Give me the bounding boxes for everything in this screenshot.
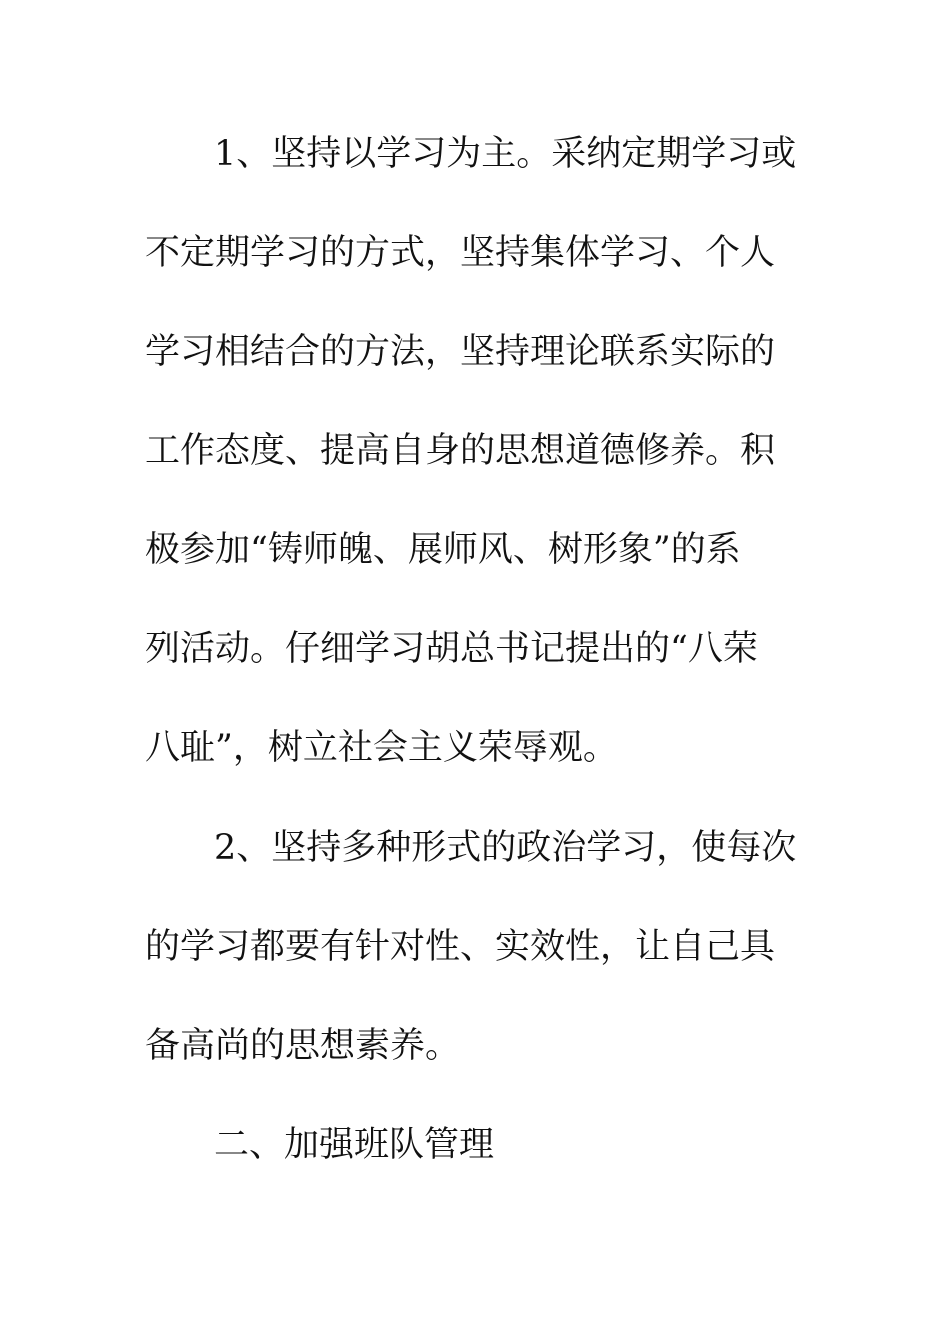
paragraph-2-line-1: 2、坚持多种形式的政治学习，使每次 <box>214 828 797 868</box>
section-heading: 二、加强班队管理 <box>214 1125 495 1165</box>
paragraph-1-line-4: 工作态度、提高自身的思想道德修养。积 <box>145 431 776 471</box>
paragraph-1-line-6: 列活动。仔细学习胡总书记提出的“八荣 <box>145 629 758 669</box>
paragraph-2-line-2: 的学习都要有针对性、实效性，让自己具 <box>145 927 776 967</box>
paragraph-1-line-7: 八耻”，树立社会主义荣辱观。 <box>145 728 618 768</box>
paragraph-1-line-2: 不定期学习的方式，坚持集体学习、个人 <box>145 233 776 273</box>
paragraph-1-line-1: 1、坚持以学习为主。采纳定期学习或 <box>214 134 797 174</box>
paragraph-2-line-3: 备高尚的思想素养。 <box>145 1026 461 1066</box>
paragraph-1-line-5: 极参加“铸师魄、展师风、树形象”的系 <box>145 530 741 570</box>
paragraph-1-line-3: 学习相结合的方法，坚持理论联系实际的 <box>145 332 776 372</box>
